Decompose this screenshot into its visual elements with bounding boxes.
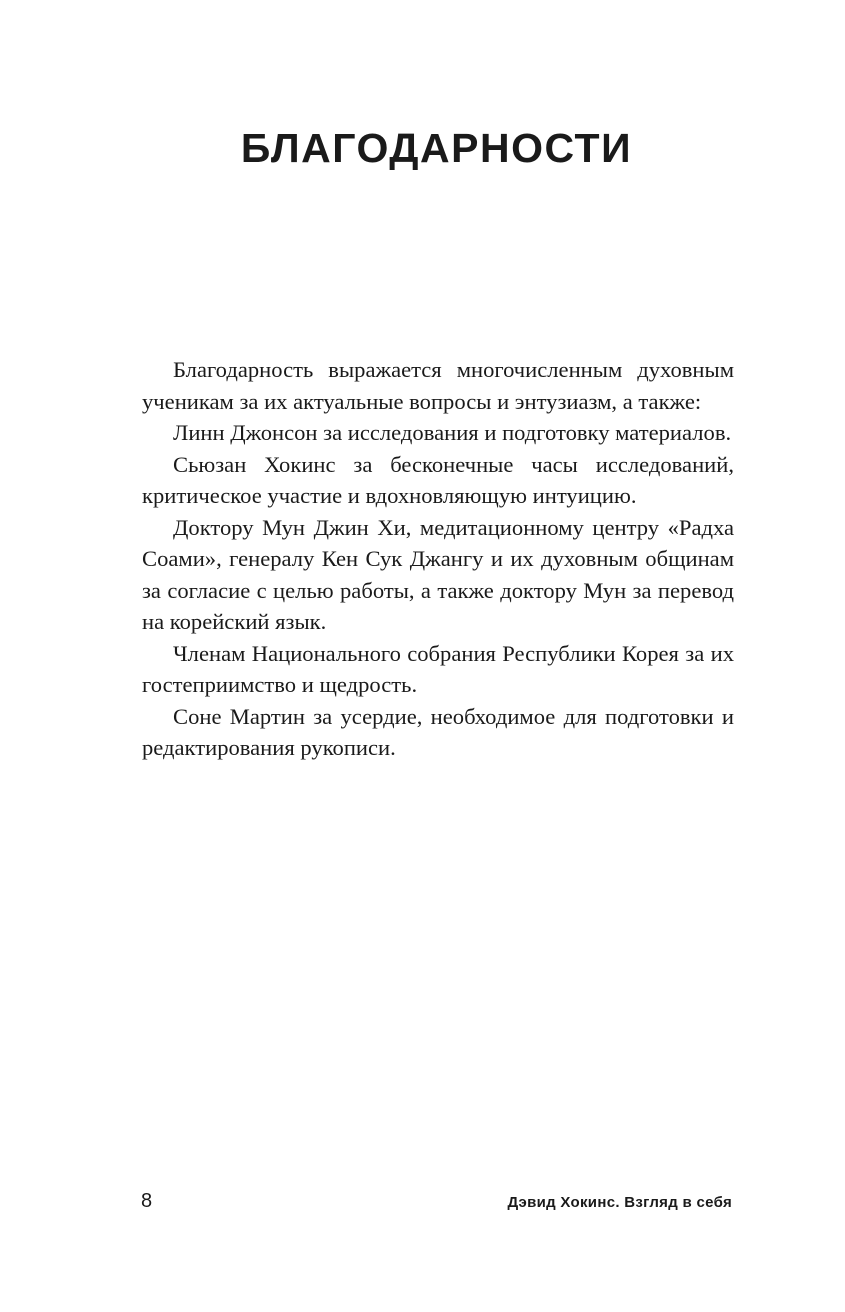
page-number: 8	[141, 1190, 153, 1212]
paragraph: Линн Джонсон за исследования и подготовку материалов.	[173, 420, 732, 445]
paragraph: Сьюзан Хокинс за бесконечные часы исследований, критическое участие и вдохновляющую интуицию.	[142, 451, 734, 508]
paragraph: Доктору Мун Джин Хи, медитационному центру «Радха Соами», генералу Кен Сук Джангу и их духовным общинам за согласие с целью работы, а также доктору Мун за перевод на корейский язык.	[142, 514, 734, 634]
paragraph: Благодарность выражается многочисленным духовным ученикам за их актуальные вопросы и энтузиазм, а также:	[142, 357, 734, 414]
acknowledgements-text	[142, 354, 734, 764]
page-title: БЛАГОДАРНОСТИ	[240, 125, 633, 171]
running-title: Дэвид Хокинс. Взгляд в себя	[507, 1194, 732, 1211]
paragraph: Членам Национального собрания Республики Корея за их гостеприимство и щедрость.	[142, 640, 734, 697]
paragraph: Соне Мартин за усердие, необходимое для подготовки и редактирования рукописи.	[142, 703, 734, 760]
